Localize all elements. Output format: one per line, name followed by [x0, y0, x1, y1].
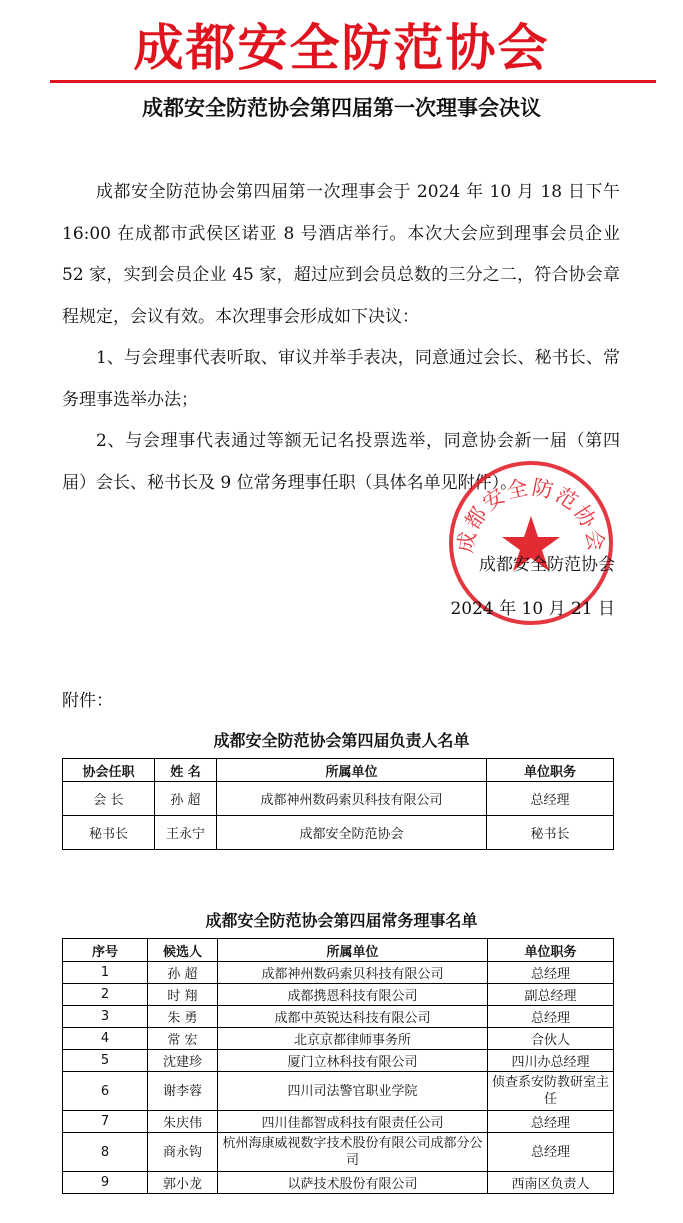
- cell-index: 2: [63, 984, 148, 1006]
- cell-title: 总经理: [488, 1133, 614, 1172]
- cell-title: 合伙人: [488, 1028, 614, 1050]
- table-header-row: [63, 759, 614, 782]
- cell-title: 西南区负责人: [488, 1172, 614, 1194]
- col-header-org: 所属单位: [218, 939, 488, 962]
- table-row: [63, 1072, 614, 1111]
- cell-org: 成都神州数码索贝科技有限公司: [217, 782, 487, 816]
- svg-text:成都安全防范协会: 成都安全防范协会: [453, 475, 609, 555]
- table-row: [63, 782, 614, 816]
- table-row: [63, 1050, 614, 1072]
- cell-title: 四川办总经理: [488, 1050, 614, 1072]
- cell-name: 孙 超: [155, 782, 217, 816]
- cell-org: 成都安全防范协会: [217, 816, 487, 850]
- cell-index: 3: [63, 1006, 148, 1028]
- attachment-label: 附件：: [62, 691, 113, 711]
- cell-index: 8: [63, 1133, 148, 1172]
- cell-title: 秘书长: [487, 816, 614, 850]
- table-row: [63, 816, 614, 850]
- cell-org: 杭州海康威视数字技术股份有限公司成都分公司: [218, 1133, 488, 1172]
- directors-table: [62, 938, 614, 1194]
- col-header-title: 单位职务: [488, 939, 614, 962]
- cell-org: 成都神州数码索贝科技有限公司: [218, 962, 488, 984]
- document-title: 成都安全防范协会第四届第一次理事会决议: [142, 96, 541, 120]
- cell-name: 常 宏: [148, 1028, 218, 1050]
- resolution-item-2: 2、与会理事代表通过等额无记名投票选举，同意协会新一届（第四届）会长、秘书长及 9 位常务理事任职（具体名单见附件）。: [62, 431, 620, 493]
- cell-title: 总经理: [488, 1006, 614, 1028]
- cell-position: 秘书长: [63, 816, 155, 850]
- cell-name: 朱庆伟: [148, 1111, 218, 1133]
- letterhead: 成都安全防范协会: [133, 19, 550, 77]
- cell-index: 4: [63, 1028, 148, 1050]
- table-row: [63, 1028, 614, 1050]
- cell-index: 5: [63, 1050, 148, 1072]
- intro-paragraph: 成都安全防范协会第四届第一次理事会于 2024 年 10 月 18 日下午 16:00 在成都市武侯区诺亚 8 号酒店举行。本次大会应到理事会员企业 52 家，实到会员企业 45 家，超过应到会员总数的三分之二，符合协会章程规定，会议有效。本次理事会形成如下决议：: [62, 182, 620, 327]
- cell-org: 四川佳都智成科技有限责任公司: [218, 1111, 488, 1133]
- cell-title: 总经理: [487, 782, 614, 816]
- cell-name: 谢李蓉: [148, 1072, 218, 1111]
- cell-title: 总经理: [488, 1111, 614, 1133]
- table-row: [63, 984, 614, 1006]
- cell-name: 郭小龙: [148, 1172, 218, 1194]
- table-header-row: [63, 939, 614, 962]
- cell-name: 朱 勇: [148, 1006, 218, 1028]
- directors-table-title: 成都安全防范协会第四届常务理事名单: [205, 911, 478, 930]
- cell-title: 侦查系安防教研室主任: [488, 1072, 614, 1111]
- table-row: [63, 1172, 614, 1194]
- cell-org: 北京京都律师事务所: [218, 1028, 488, 1050]
- table-row: [63, 1111, 614, 1133]
- table-row: [63, 1133, 614, 1172]
- cell-name: 时 翔: [148, 984, 218, 1006]
- cell-org: 厦门立林科技有限公司: [218, 1050, 488, 1072]
- cell-org: 四川司法警官职业学院: [218, 1072, 488, 1111]
- cell-org: 以萨技术股份有限公司: [218, 1172, 488, 1194]
- cell-title: 副总经理: [488, 984, 614, 1006]
- cell-name: 沈建珍: [148, 1050, 218, 1072]
- col-header-org: 所属单位: [217, 759, 487, 782]
- signature-org: 成都安全防范协会: [479, 555, 615, 575]
- col-header-name: 姓 名: [155, 759, 217, 782]
- signature-date: 2024 年 10 月 21 日: [450, 599, 615, 619]
- cell-title: 总经理: [488, 962, 614, 984]
- leaders-table-title: 成都安全防范协会第四届负责人名单: [213, 731, 470, 750]
- leaders-table: [62, 758, 614, 850]
- cell-name: 王永宁: [155, 816, 217, 850]
- table-row: [63, 1006, 614, 1028]
- cell-index: 7: [63, 1111, 148, 1133]
- col-header-position: 协会任职: [63, 759, 155, 782]
- cell-index: 1: [63, 962, 148, 984]
- resolution-body: [62, 172, 620, 504]
- cell-org: 成都携恩科技有限公司: [218, 984, 488, 1006]
- cell-index: 6: [63, 1072, 148, 1111]
- table-row: [63, 962, 614, 984]
- cell-org: 成都中英锐达科技有限公司: [218, 1006, 488, 1028]
- col-header-candidate: 候选人: [148, 939, 218, 962]
- cell-position: 会 长: [63, 782, 155, 816]
- col-header-index: 序号: [63, 939, 148, 962]
- header-rule: [50, 80, 656, 83]
- cell-name: 孙 超: [148, 962, 218, 984]
- cell-index: 9: [63, 1172, 148, 1194]
- col-header-title: 单位职务: [487, 759, 614, 782]
- cell-name: 商永钩: [148, 1133, 218, 1172]
- resolution-item-1: 1、与会理事代表听取、审议并举手表决，同意通过会长、秘书长、常务理事选举办法；: [62, 348, 620, 410]
